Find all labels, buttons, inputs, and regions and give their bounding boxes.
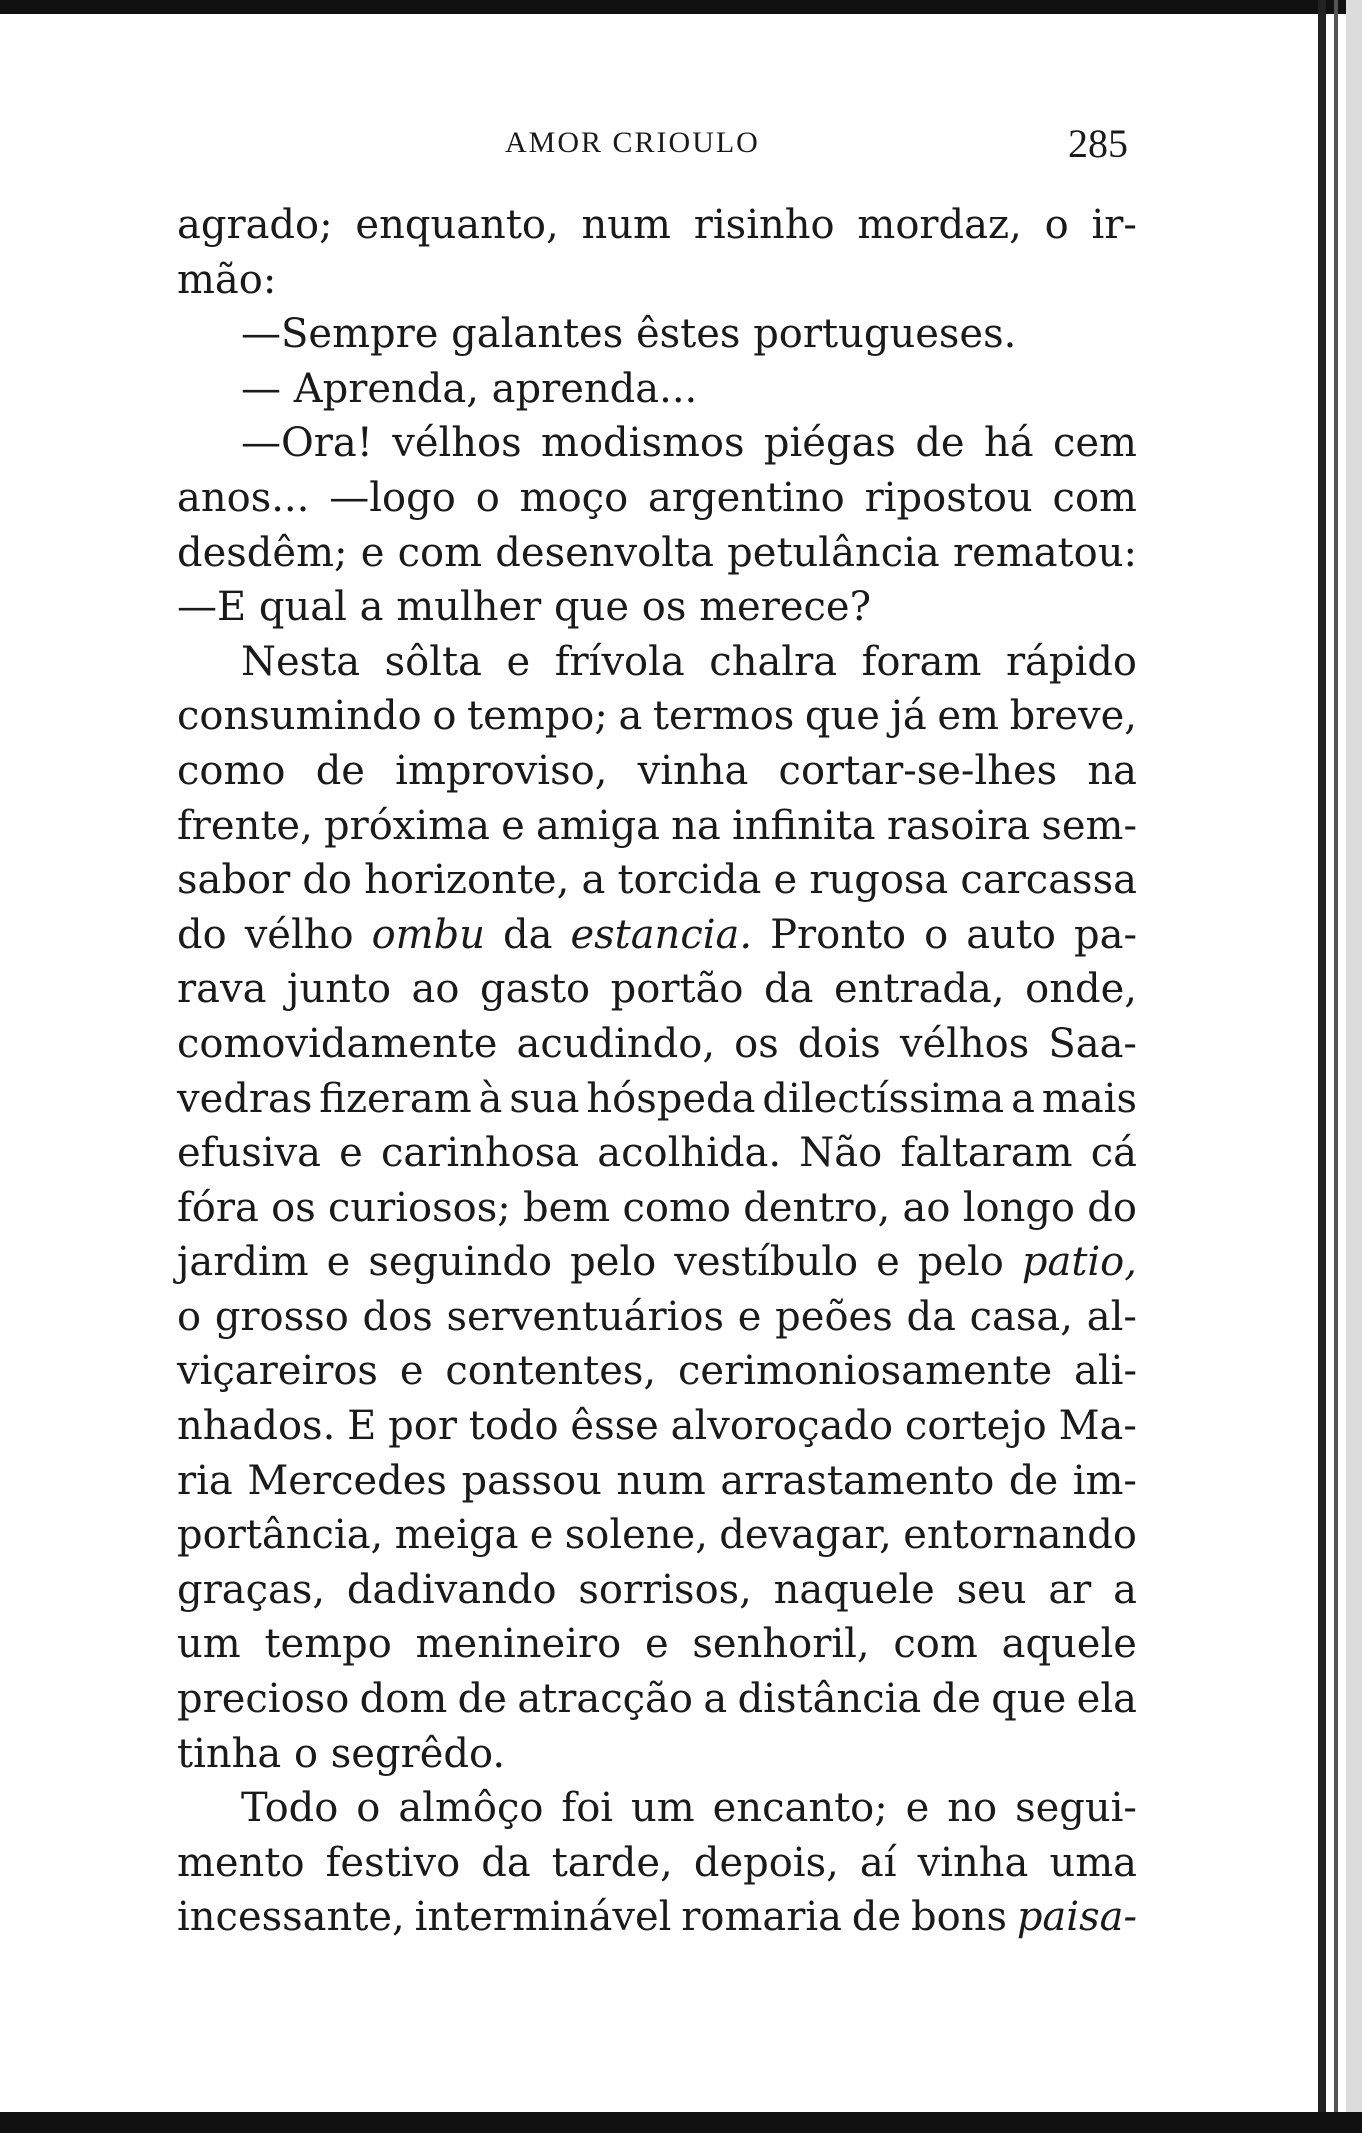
word: atracção — [517, 1676, 693, 1723]
word: Saa- — [1048, 1020, 1137, 1067]
word: acudindo, — [516, 1020, 716, 1067]
text-line — [177, 362, 1137, 417]
word: acolhida. — [597, 1130, 782, 1177]
word: ombu — [371, 911, 485, 958]
word: ela — [1076, 1676, 1137, 1723]
text-line — [177, 635, 1137, 690]
word: a — [1011, 1075, 1035, 1122]
word: da — [763, 966, 814, 1013]
word: cerimoniosamente — [678, 1348, 1053, 1395]
word: pa- — [1073, 911, 1137, 958]
word: Mercedes — [247, 1457, 447, 1504]
word: Pronto — [770, 911, 907, 958]
word: pelo — [917, 1239, 1004, 1286]
word: gasto — [480, 966, 591, 1013]
word: e — [399, 1348, 424, 1395]
word: seguindo — [368, 1239, 553, 1286]
word: merece? — [699, 584, 872, 631]
word: bons — [911, 1894, 1007, 1941]
word: cortejo — [904, 1403, 1047, 1450]
running-title: AMOR CRIOULO — [505, 126, 760, 159]
word: —logo — [329, 474, 456, 521]
text-line — [177, 1399, 1137, 1454]
word: moço — [519, 474, 629, 521]
word: romaria — [681, 1894, 843, 1941]
word: improviso, — [395, 747, 608, 794]
text-line — [177, 1508, 1137, 1563]
word: pelo — [570, 1239, 657, 1286]
text-line — [177, 853, 1137, 908]
word: al- — [1086, 1293, 1137, 1340]
word: Não — [799, 1130, 883, 1177]
word: sabor — [177, 857, 291, 904]
word: cá — [1090, 1130, 1137, 1177]
word: entrada, — [833, 966, 1005, 1013]
text-line — [177, 526, 1137, 581]
word: de — [1008, 1457, 1059, 1504]
word: na — [671, 802, 721, 849]
word: onde, — [1025, 966, 1137, 1013]
word: já — [890, 693, 927, 740]
text-line — [177, 1617, 1137, 1672]
word: risinho — [693, 202, 835, 248]
word: tarde, — [551, 1839, 673, 1886]
word: auto — [966, 911, 1056, 958]
page-margin-right — [1346, 0, 1362, 2133]
word: seu — [956, 1566, 1027, 1613]
word: uma — [1049, 1839, 1137, 1886]
word: viçareiros — [177, 1348, 378, 1395]
word: vinha — [637, 747, 749, 794]
word: — — [241, 365, 281, 412]
word: —E — [177, 584, 247, 631]
word: um — [177, 1621, 241, 1668]
word: sem- — [1041, 802, 1137, 849]
word: bem — [523, 1184, 611, 1231]
word: os — [271, 1184, 316, 1231]
word: frente, — [177, 802, 313, 849]
word: serventuários — [446, 1293, 725, 1340]
word: curiosos; — [327, 1184, 511, 1231]
word: rápido — [1005, 638, 1137, 685]
word: fóra — [177, 1184, 259, 1231]
word: de — [457, 1676, 507, 1723]
word: e — [876, 1239, 900, 1286]
word: anos... — [177, 474, 310, 521]
word: num — [581, 202, 671, 248]
page-border-right-inner — [1334, 0, 1338, 2133]
word: sua — [509, 1075, 580, 1122]
text-line — [177, 1017, 1137, 1072]
word: vedras — [177, 1075, 313, 1122]
text-line — [177, 416, 1137, 471]
word: com — [1052, 474, 1137, 521]
word: longo — [962, 1184, 1076, 1231]
word: solene, — [564, 1512, 708, 1559]
word: tempo — [264, 1621, 392, 1668]
word: os — [641, 584, 687, 631]
word: patio, — [1021, 1239, 1137, 1286]
word: jardim — [177, 1239, 309, 1286]
word: e — [506, 638, 531, 685]
word: mento — [177, 1839, 305, 1886]
text-line — [177, 799, 1137, 854]
word: de — [851, 1894, 902, 1941]
word: Aprenda, — [293, 365, 479, 412]
text-line — [177, 908, 1137, 963]
word: casa, — [969, 1293, 1073, 1340]
word: alvoroçado — [670, 1403, 894, 1450]
word: e — [360, 529, 385, 576]
word: a — [703, 1676, 728, 1723]
word: termos — [652, 693, 795, 740]
word: aquele — [1001, 1621, 1137, 1668]
text-line — [177, 1344, 1137, 1399]
word: em — [937, 693, 999, 740]
text-line — [177, 1126, 1137, 1181]
text-line — [177, 471, 1137, 526]
word: da — [502, 911, 553, 958]
word: vestíbulo — [674, 1239, 859, 1286]
word: o — [177, 1293, 202, 1340]
word: carinhosa — [380, 1130, 580, 1177]
word: dom — [359, 1676, 448, 1723]
word: efusiva — [177, 1130, 322, 1177]
text-line — [177, 1235, 1137, 1290]
word: portão — [610, 966, 744, 1013]
word: cem — [1052, 420, 1137, 467]
word: dos — [362, 1293, 433, 1340]
word: de — [315, 747, 365, 794]
word: comovidamente — [177, 1020, 498, 1067]
word: e — [773, 857, 798, 904]
word: contentes, — [445, 1348, 657, 1395]
word: piégas — [763, 420, 896, 467]
text-line — [177, 253, 1137, 308]
word: carcassa — [960, 857, 1137, 904]
word: a — [359, 584, 384, 631]
text-line — [177, 1836, 1137, 1891]
word: rugosa — [809, 857, 949, 904]
page-border-right — [1318, 0, 1326, 2133]
word: um — [631, 1785, 695, 1832]
word: que — [554, 584, 630, 631]
word: cortar-se-lhes — [778, 747, 1058, 794]
text-line — [177, 1563, 1137, 1618]
word: com — [397, 529, 483, 576]
word: argentino — [648, 474, 845, 521]
word: foi — [561, 1785, 614, 1832]
word: hóspeda — [586, 1075, 756, 1122]
word: devagar, — [719, 1512, 892, 1559]
word: entornando — [903, 1512, 1137, 1559]
word: mais — [1041, 1075, 1137, 1122]
word: frívola — [554, 638, 685, 685]
word: dois — [797, 1020, 881, 1067]
word: encanto; — [712, 1785, 888, 1832]
word: como — [622, 1184, 731, 1231]
word: a — [618, 693, 643, 740]
word: enquanto, — [355, 202, 559, 248]
word: há — [983, 420, 1034, 467]
word: menineiro — [415, 1621, 622, 1668]
word: à — [478, 1075, 503, 1122]
word: todo — [468, 1403, 559, 1450]
word: aí — [859, 1839, 897, 1886]
word: ao — [902, 1184, 951, 1231]
text-line — [177, 962, 1137, 1017]
word: como — [177, 747, 286, 794]
word: modismos — [541, 420, 745, 467]
word: —Sempre — [241, 311, 439, 358]
word: da — [481, 1839, 531, 1886]
word: mão: — [177, 256, 277, 303]
word: estancia. — [570, 911, 753, 958]
word: fizeram — [319, 1075, 472, 1122]
word: e — [326, 1239, 351, 1286]
text-line — [177, 198, 1137, 253]
word: na — [1087, 747, 1137, 794]
word: senhoril, — [692, 1621, 870, 1668]
word: desenvolta — [495, 529, 714, 576]
word: agrado; — [177, 202, 333, 248]
word: o — [924, 911, 949, 958]
word: ali- — [1074, 1348, 1137, 1395]
word: foram — [861, 638, 982, 685]
word: vélhos — [392, 420, 522, 467]
page-number: 285 — [1068, 121, 1128, 166]
word: os — [734, 1020, 779, 1067]
text-line — [177, 1072, 1137, 1127]
word: incessante, — [177, 1894, 405, 1941]
word: no — [947, 1785, 998, 1832]
text-line — [177, 1727, 1137, 1782]
word: chalra — [709, 638, 838, 685]
word: grosso — [214, 1293, 349, 1340]
word: do — [302, 857, 353, 904]
word: precioso — [177, 1676, 350, 1723]
word: vélho — [244, 911, 354, 958]
word: ria — [177, 1457, 233, 1504]
word: segui- — [1015, 1785, 1137, 1832]
word: tinha — [177, 1730, 282, 1777]
word: da — [906, 1293, 956, 1340]
word: sorrisos, — [578, 1566, 752, 1613]
word: êsse — [570, 1403, 659, 1450]
word: sôlta — [384, 638, 482, 685]
body-text — [177, 198, 1137, 1945]
word: mulher — [396, 584, 542, 631]
text-line — [177, 1454, 1137, 1509]
text-line — [177, 1181, 1137, 1236]
text-line — [177, 580, 1137, 635]
page-border-top — [0, 0, 1362, 14]
word: êstes — [635, 311, 741, 358]
word: meiga — [394, 1512, 519, 1559]
word: depois, — [693, 1839, 839, 1886]
text-line — [177, 1290, 1137, 1345]
word: dentro, — [743, 1184, 891, 1231]
word: desdêm; — [177, 529, 348, 576]
word: aprenda... — [491, 365, 698, 412]
word: e — [644, 1621, 669, 1668]
word: Todo — [241, 1785, 339, 1832]
word: que — [991, 1676, 1067, 1723]
word: o — [356, 1785, 381, 1832]
word: que — [804, 693, 880, 740]
word: infinita — [731, 802, 876, 849]
word: amiga — [535, 802, 660, 849]
word: qual — [258, 584, 347, 631]
word: próxima — [324, 802, 490, 849]
word: e — [339, 1130, 363, 1177]
word: Ma- — [1058, 1403, 1137, 1450]
word: passou — [461, 1457, 602, 1504]
word: de — [915, 420, 965, 467]
word: graças, — [177, 1566, 326, 1613]
word: a — [581, 857, 606, 904]
word: dadivando — [346, 1566, 557, 1613]
word: naquele — [773, 1566, 935, 1613]
page-border-bottom — [0, 2112, 1362, 2133]
word: im- — [1072, 1457, 1137, 1504]
word: a — [1113, 1566, 1137, 1613]
word: E — [347, 1403, 377, 1450]
word: e — [501, 802, 525, 849]
word: o — [1044, 202, 1069, 248]
word: portância, — [177, 1512, 384, 1559]
word: arrastamento — [720, 1457, 995, 1504]
word: rasoira — [886, 802, 1031, 849]
word: rava — [177, 966, 267, 1013]
word: ar — [1048, 1566, 1092, 1613]
word: tempo; — [467, 693, 608, 740]
word: vélhos — [899, 1020, 1030, 1067]
word: e — [529, 1512, 554, 1559]
word: ao — [411, 966, 460, 1013]
word: galantes — [451, 311, 624, 358]
text-line — [177, 1672, 1137, 1727]
text-line — [177, 689, 1137, 744]
word: num — [616, 1457, 706, 1504]
text-line — [177, 307, 1137, 362]
word: horizonte, — [364, 857, 570, 904]
word: peões — [775, 1293, 893, 1340]
word: mordaz, — [857, 202, 1022, 248]
text-line — [177, 744, 1137, 799]
word: o — [293, 1730, 319, 1777]
word: do — [177, 911, 227, 958]
word: distância — [737, 1676, 922, 1723]
word: breve, — [1009, 693, 1137, 740]
word: paisa- — [1016, 1894, 1137, 1941]
word: nhados. — [177, 1403, 336, 1450]
word: junto — [286, 966, 392, 1013]
word: Nesta — [241, 638, 361, 685]
word: com — [893, 1621, 978, 1668]
text-line — [177, 1890, 1137, 1945]
text-line — [177, 1781, 1137, 1836]
word: e — [737, 1293, 762, 1340]
word: —Ora! — [241, 420, 373, 467]
word: ir- — [1091, 202, 1137, 248]
word: festivo — [325, 1839, 461, 1886]
word: por — [388, 1403, 457, 1450]
word: dilectíssima — [762, 1075, 1005, 1122]
word: portugueses. — [753, 311, 1017, 358]
word: interminável — [414, 1894, 672, 1941]
word: e — [905, 1785, 930, 1832]
word: o — [475, 474, 500, 521]
word: rematou: — [952, 529, 1137, 576]
word: almôço — [398, 1785, 544, 1832]
word: consumindo — [177, 693, 422, 740]
word: segrêdo. — [330, 1730, 506, 1777]
word: ripostou — [864, 474, 1033, 521]
word: o — [432, 693, 457, 740]
word: petulância — [727, 529, 940, 576]
word: vinha — [917, 1839, 1029, 1886]
word: faltaram — [900, 1130, 1073, 1177]
word: do — [1087, 1184, 1137, 1231]
word: de — [931, 1676, 981, 1723]
word: torcida — [617, 857, 762, 904]
